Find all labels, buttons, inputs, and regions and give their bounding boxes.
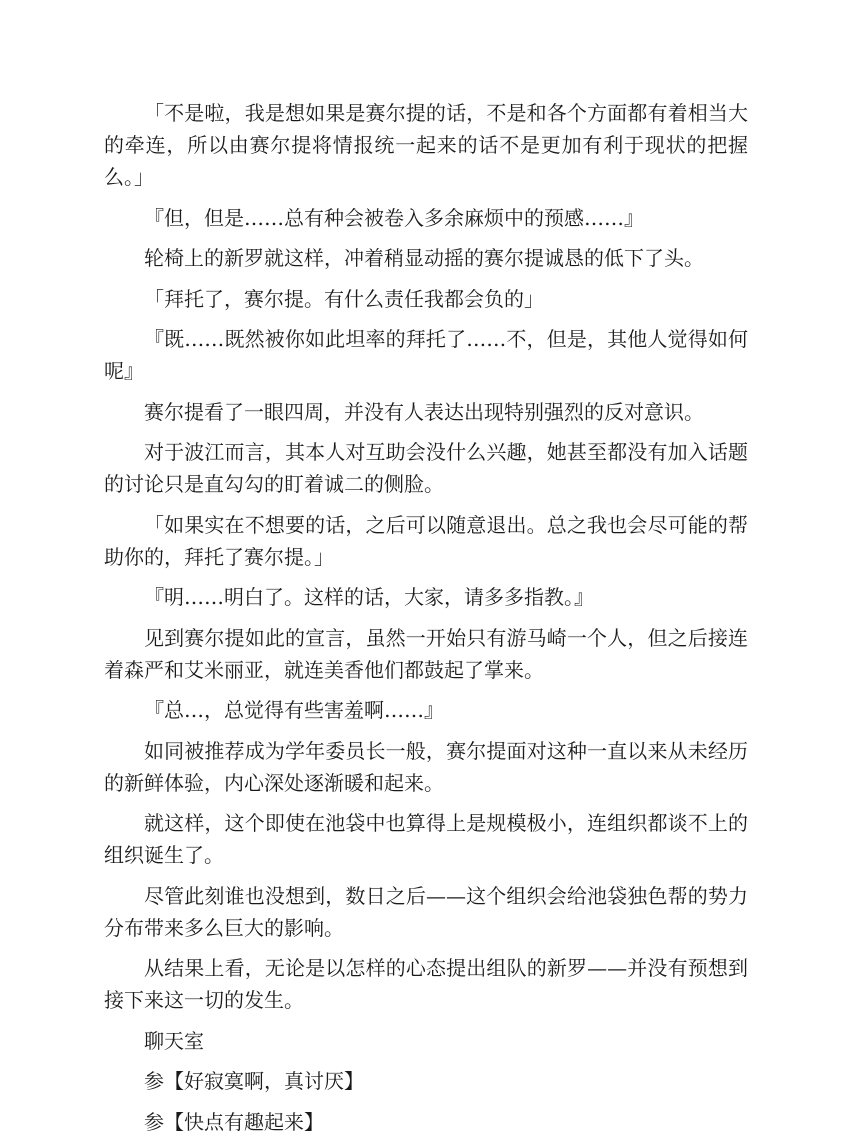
section-heading: 聊天室 xyxy=(144,1028,204,1053)
paragraph: 「拜托了，赛尔提。有什么责任我都会负的」 xyxy=(144,286,544,311)
paragraph: 如同被推荐成为学年委员长一般，赛尔提面对这种一直以来从未经历的新鲜体验，内心深处逐渐暖和起来。 xyxy=(104,738,748,795)
paragraph: 对于波江而言，其本人对互助会没什么兴趣，她甚至都没有加入话题的讨论只是直勾勾的盯着诚二的侧脸。 xyxy=(104,440,748,496)
paragraph: 『总…，总觉得有些害羞啊……』 xyxy=(144,698,444,722)
paragraph: 从结果上看，无论是以怎样的心态提出组队的新罗——并没有预想到接下来这一切的发生。 xyxy=(104,956,748,1012)
paragraph: 见到赛尔提如此的宣言，虽然一开始只有游马崎一个人，但之后接连着森严和艾米丽亚，就连美香他们都鼓起了掌来。 xyxy=(104,625,748,682)
chat-message: 参【好寂寞啊，真讨厌】 xyxy=(144,1069,364,1093)
paragraph: 轮椅上的新罗就这样，冲着稍显动摇的赛尔提诚恳的低下了头。 xyxy=(144,246,704,270)
paragraph: 尽管此刻谁也没想到，数日之后——这个组织会给池袋独色帮的势力分布带来多么巨大的影响。 xyxy=(104,883,748,940)
paragraph: 『但，但是……总有种会被卷入多余麻烦中的预感……』 xyxy=(144,205,644,230)
paragraph: 『明……明白了。这样的话，大家，请多多指教。』 xyxy=(144,585,594,609)
paragraph: 「不是啦，我是想如果是赛尔提的话，不是和各个方面都有着相当大的牵连，所以由赛尔提将情报统一起来的话不是更加有利于现状的把握么。」 xyxy=(104,101,748,189)
paragraph: 就这样，这个即使在池袋中也算得上是规模极小，连组织都谈不上的组织诞生了。 xyxy=(104,811,748,867)
chat-message: 参【快点有趣起来】 xyxy=(144,1109,324,1134)
paragraph: 赛尔提看了一眼四周，并没有人表达出现特别强烈的反对意识。 xyxy=(144,399,704,424)
document-page xyxy=(104,97,748,1146)
paragraph: 『既……既然被你如此坦率的拜托了……不，但是，其他人觉得如何呢』 xyxy=(104,327,748,383)
paragraph: 「如果实在不想要的话，之后可以随意退出。总之我也会尽可能的帮助你的，拜托了赛尔提。」 xyxy=(104,512,748,569)
